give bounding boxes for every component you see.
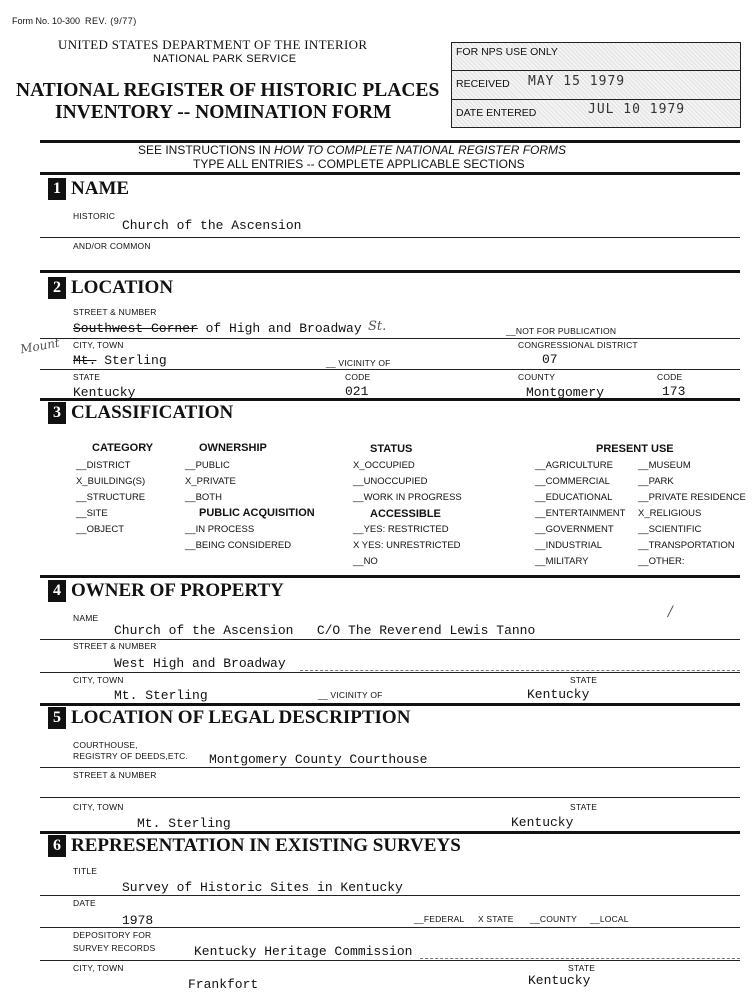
legal-state-value: Kentucky xyxy=(511,815,574,830)
state-value: Kentucky xyxy=(73,385,136,400)
accessible-option: X YES: UNRESTRICTED xyxy=(353,540,461,551)
present-use-option: X_RELIGIOUS xyxy=(638,508,702,519)
owner-street-value: West High and Broadway xyxy=(114,656,286,671)
section-6-title: REPRESENTATION IN EXISTING SURVEYS xyxy=(71,835,461,856)
survey-title-label: TITLE xyxy=(73,866,98,876)
vicinity-label: __ VICINITY OF xyxy=(326,358,391,368)
owner-state-label: STATE xyxy=(570,675,598,685)
legal-state-label: STATE xyxy=(570,802,598,812)
present-use-right-list xyxy=(638,460,746,572)
status-list xyxy=(353,460,462,508)
street-handwritten-note: St. xyxy=(368,319,387,334)
category-option: __STRUCTURE xyxy=(76,492,146,503)
legal-city-value: Mt. Sterling xyxy=(137,816,231,831)
section-6-number: 6 xyxy=(48,835,66,857)
common-name-label: AND/OR COMMON xyxy=(73,241,151,251)
status-option: __UNOCCUPIED xyxy=(353,476,428,487)
congressional-district-value: 07 xyxy=(542,352,558,367)
survey-title-value: Survey of Historic Sites in Kentucky xyxy=(122,880,403,895)
category-option: __SITE xyxy=(76,508,108,519)
section-3-number: 3 xyxy=(48,402,66,424)
county-survey-option: __COUNTY xyxy=(530,914,577,924)
category-heading: CATEGORY xyxy=(92,442,154,454)
owner-state-value: Kentucky xyxy=(527,687,590,702)
category-option: X_BUILDING(S) xyxy=(76,476,146,487)
owner-street-label: STREET & NUMBER xyxy=(73,641,157,651)
section-5-number: 5 xyxy=(48,707,66,729)
status-option: __WORK IN PROGRESS xyxy=(353,492,462,503)
status-option: X_OCCUPIED xyxy=(353,460,415,471)
courthouse-label-line2: REGISTRY OF DEEDS,ETC. xyxy=(73,751,189,761)
survey-date-label: DATE xyxy=(73,898,96,908)
section-2-number: 2 xyxy=(48,277,66,299)
street-number-label: STREET & NUMBER xyxy=(73,307,157,317)
present-use-option: __OTHER: xyxy=(638,556,685,567)
county-value: Montgomery xyxy=(526,385,605,400)
department-name: UNITED STATES DEPARTMENT OF THE INTERIOR xyxy=(58,37,368,52)
city-town-label: CITY, TOWN xyxy=(73,340,124,350)
present-use-option: __AGRICULTURE xyxy=(535,460,613,471)
street-value: Southwest Corner of High and Broadway xyxy=(73,321,362,336)
courthouse-value: Montgomery County Courthouse xyxy=(209,752,428,767)
depository-value: Kentucky Heritage Commission xyxy=(194,944,413,959)
legal-city-label: CITY, TOWN xyxy=(73,802,124,812)
section-1-title: NAME xyxy=(71,178,130,199)
present-use-option: __EDUCATIONAL xyxy=(535,492,613,503)
present-use-heading: PRESENT USE xyxy=(596,443,674,455)
nps-box-heading: FOR NPS USE ONLY xyxy=(456,46,558,58)
present-use-option: __PRIVATE RESIDENCE xyxy=(638,492,746,503)
received-stamp: MAY 15 1979 xyxy=(528,74,626,89)
agency-name: NATIONAL PARK SERVICE xyxy=(153,53,297,65)
present-use-option: __GOVERNMENT xyxy=(535,524,614,535)
date-entered-label: DATE ENTERED xyxy=(456,107,537,119)
category-option: __OBJECT xyxy=(76,524,125,535)
survey-city-value: Frankfort xyxy=(188,977,259,992)
section-1-number: 1 xyxy=(48,178,66,200)
owner-name-value: Church of the Ascension C/O The Reverend Lewis Tanno xyxy=(114,623,536,638)
congressional-district-label: CONGRESSIONAL DISTRICT xyxy=(518,340,638,350)
historic-name-value: Church of the Ascension xyxy=(122,218,302,233)
section-4-number: 4 xyxy=(48,580,66,602)
state-code-value: 021 xyxy=(345,384,369,399)
ownership-option: __BOTH xyxy=(185,492,222,503)
county-code-value: 173 xyxy=(662,384,686,399)
form-title-line1: NATIONAL REGISTER OF HISTORIC PLACES xyxy=(16,80,440,101)
check-mark-icon: / xyxy=(668,604,673,620)
owner-vicinity-label: __ VICINITY OF xyxy=(318,690,383,700)
county-code-label: CODE xyxy=(657,372,683,382)
state-survey-option: X STATE xyxy=(478,914,514,924)
present-use-option: __ENTERTAINMENT xyxy=(535,508,626,519)
form-title-line2: INVENTORY -- NOMINATION FORM xyxy=(55,102,392,123)
present-use-option: __COMMERCIAL xyxy=(535,476,610,487)
acquisition-list xyxy=(185,524,291,556)
state-label: STATE xyxy=(73,372,101,382)
section-2-title: LOCATION xyxy=(71,277,174,298)
owner-city-value: Mt. Sterling xyxy=(114,688,208,703)
owner-city-label: CITY, TOWN xyxy=(73,675,124,685)
section-3-title: CLASSIFICATION xyxy=(71,402,234,423)
present-use-option: __SCIENTIFIC xyxy=(638,524,702,535)
category-list xyxy=(76,460,145,540)
historic-label: HISTORIC xyxy=(73,211,116,221)
ownership-option: X_PRIVATE xyxy=(185,476,236,487)
acquisition-option: __IN PROCESS xyxy=(185,524,255,535)
ownership-heading: OWNERSHIP xyxy=(199,442,267,454)
state-code-label: CODE xyxy=(345,372,371,382)
accessible-option: __YES: RESTRICTED xyxy=(353,524,449,535)
nps-use-only-box xyxy=(451,42,741,128)
survey-city-label: CITY, TOWN xyxy=(73,963,124,973)
present-use-option: __MILITARY xyxy=(535,556,589,567)
category-option: __DISTRICT xyxy=(76,460,131,471)
depository-label-line2: SURVEY RECORDS xyxy=(73,943,156,953)
survey-date-value: 1978 xyxy=(122,913,154,928)
public-acquisition-heading: PUBLIC ACQUISITION xyxy=(199,507,315,519)
depository-label-line1: DEPOSITORY FOR xyxy=(73,930,152,940)
owner-name-label: NAME xyxy=(73,613,99,623)
city-handwritten-note: Mount xyxy=(19,335,61,357)
courthouse-label-line1: COURTHOUSE, xyxy=(73,740,138,750)
accessible-heading: ACCESSIBLE xyxy=(370,508,441,520)
not-for-publication-label: __NOT FOR PUBLICATION xyxy=(506,326,617,336)
survey-state-value: Kentucky xyxy=(528,973,591,988)
county-label: COUNTY xyxy=(518,372,556,382)
ownership-list xyxy=(185,460,236,508)
ownership-option: __PUBLIC xyxy=(185,460,230,471)
present-use-option: __INDUSTRIAL xyxy=(535,540,603,551)
present-use-option: __PARK xyxy=(638,476,674,487)
survey-state-label: STATE xyxy=(568,963,596,973)
accessible-list xyxy=(353,524,461,572)
accessible-option: __NO xyxy=(353,556,378,567)
city-value: Mt. Sterling xyxy=(73,353,167,368)
instructions-line1: SEE INSTRUCTIONS IN HOW TO COMPLETE NATIONAL REGISTER FORMS xyxy=(138,143,567,157)
received-label: RECEIVED xyxy=(456,78,510,90)
local-survey-option: __LOCAL xyxy=(590,914,629,924)
section-4-title: OWNER OF PROPERTY xyxy=(71,580,284,601)
acquisition-option: __BEING CONSIDERED xyxy=(185,540,292,551)
present-use-option: __TRANSPORTATION xyxy=(638,540,735,551)
present-use-left-list xyxy=(535,460,625,572)
date-entered-stamp: JUL 10 1979 xyxy=(588,102,686,117)
status-heading: STATUS xyxy=(370,443,413,455)
form-number: Form No. 10-300 REV. (9/77) xyxy=(12,16,137,26)
federal-option: __FEDERAL xyxy=(414,914,465,924)
section-5-title: LOCATION OF LEGAL DESCRIPTION xyxy=(71,707,411,728)
instructions-line2: TYPE ALL ENTRIES -- COMPLETE APPLICABLE SECTIONS xyxy=(193,157,525,171)
legal-street-label: STREET & NUMBER xyxy=(73,770,157,780)
present-use-option: __MUSEUM xyxy=(638,460,691,471)
